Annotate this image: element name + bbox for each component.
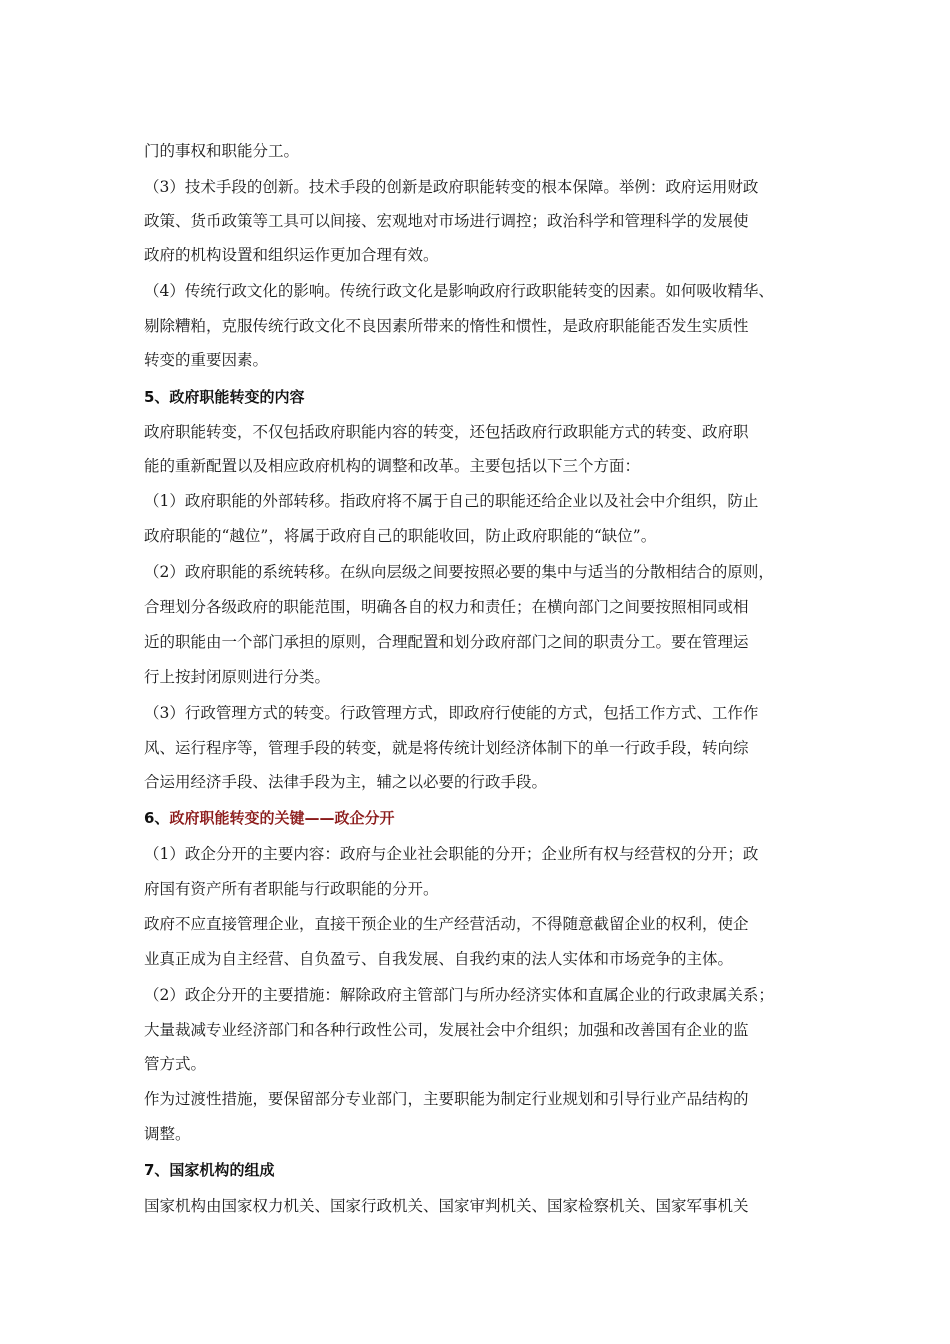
paragraph-line: 作为过渡性措施，要保留部分专业部门，主要职能为制定行业规划和引导行业产品结构的	[144, 1090, 749, 1108]
paragraph-line: 门的事权和职能分工。	[144, 142, 300, 160]
paragraph-line: 政府职能的“越位”，将属于政府自己的职能收回，防止政府职能的“缺位”。	[144, 527, 657, 545]
section-heading-6-title: 政府职能转变的关键——政企分开	[169, 809, 395, 827]
paragraph-line: 合运用经济手段、法律手段为主，辅之以必要的行政手段。	[144, 773, 548, 791]
paragraph-line: 能的重新配置以及相应政府机构的调整和改革。主要包括以下三个方面：	[144, 457, 641, 475]
section-heading-6	[144, 808, 394, 828]
paragraph-line: （4）传统行政文化的影响。传统行政文化是影响政府行政职能转变的因素。如何吸收精华、	[144, 282, 774, 300]
section-heading-6-number: 6、	[144, 809, 170, 827]
paragraph-line: （2）政企分开的主要措施：解除政府主管部门与所办经济实体和直属企业的行政隶属关系；	[144, 986, 774, 1004]
paragraph-line: 风、运行程序等，管理手段的转变，就是将传统计划经济体制下的单一行政手段，转向综	[144, 739, 749, 757]
paragraph-line: 府国有资产所有者职能与行政职能的分开。	[144, 880, 439, 898]
paragraph-line: 行上按封闭原则进行分类。	[144, 668, 331, 686]
section-heading-5: 5、政府职能转变的内容	[144, 388, 305, 406]
paragraph-line: 国家机构由国家权力机关、国家行政机关、国家审判机关、国家检察机关、国家军事机关	[144, 1197, 749, 1215]
paragraph-line: （1）政企分开的主要内容：政府与企业社会职能的分开；企业所有权与经营权的分开；政	[144, 845, 759, 863]
section-heading-7: 7、国家机构的组成	[144, 1161, 275, 1179]
paragraph-line: 政府职能转变，不仅包括政府职能内容的转变，还包括政府行政职能方式的转变、政府职	[144, 423, 749, 441]
paragraph-line: 调整。	[144, 1125, 191, 1143]
paragraph-line: 剔除糟粕，克服传统行政文化不良因素所带来的惰性和惯性，是政府职能能否发生实质性	[144, 317, 749, 335]
paragraph-line: 政策、货币政策等工具可以间接、宏观地对市场进行调控；政治科学和管理科学的发展使	[144, 212, 749, 230]
paragraph-line: 大量裁减专业经济部门和各种行政性公司，发展社会中介组织；加强和改善国有企业的监	[144, 1021, 749, 1039]
paragraph-line: 政府的机构设置和组织运作更加合理有效。	[144, 246, 439, 264]
paragraph-line: 管方式。	[144, 1055, 207, 1073]
paragraph-line: 业真正成为自主经营、自负盈亏、自我发展、自我约束的法人实体和市场竞争的主体。	[144, 950, 734, 968]
paragraph-line: 政府不应直接管理企业，直接干预企业的生产经营活动，不得随意截留企业的权利，使企	[144, 915, 749, 933]
paragraph-line: 转变的重要因素。	[144, 351, 269, 369]
paragraph-line: （2）政府职能的系统转移。在纵向层级之间要按照必要的集中与适当的分散相结合的原则，	[144, 563, 774, 581]
paragraph-line: 近的职能由一个部门承担的原则，合理配置和划分政府部门之间的职责分工。要在管理运	[144, 633, 749, 651]
paragraph-line: （3）技术手段的创新。技术手段的创新是政府职能转变的根本保障。举例：政府运用财政	[144, 178, 759, 196]
paragraph-line: 合理划分各级政府的职能范围，明确各自的权力和责任；在横向部门之间要按照相同或相	[144, 598, 749, 616]
paragraph-line: （3）行政管理方式的转变。行政管理方式，即政府行使能的方式，包括工作方式、工作作	[144, 704, 759, 722]
paragraph-line: （1）政府职能的外部转移。指政府将不属于自己的职能还给企业以及社会中介组织，防止	[144, 492, 759, 510]
